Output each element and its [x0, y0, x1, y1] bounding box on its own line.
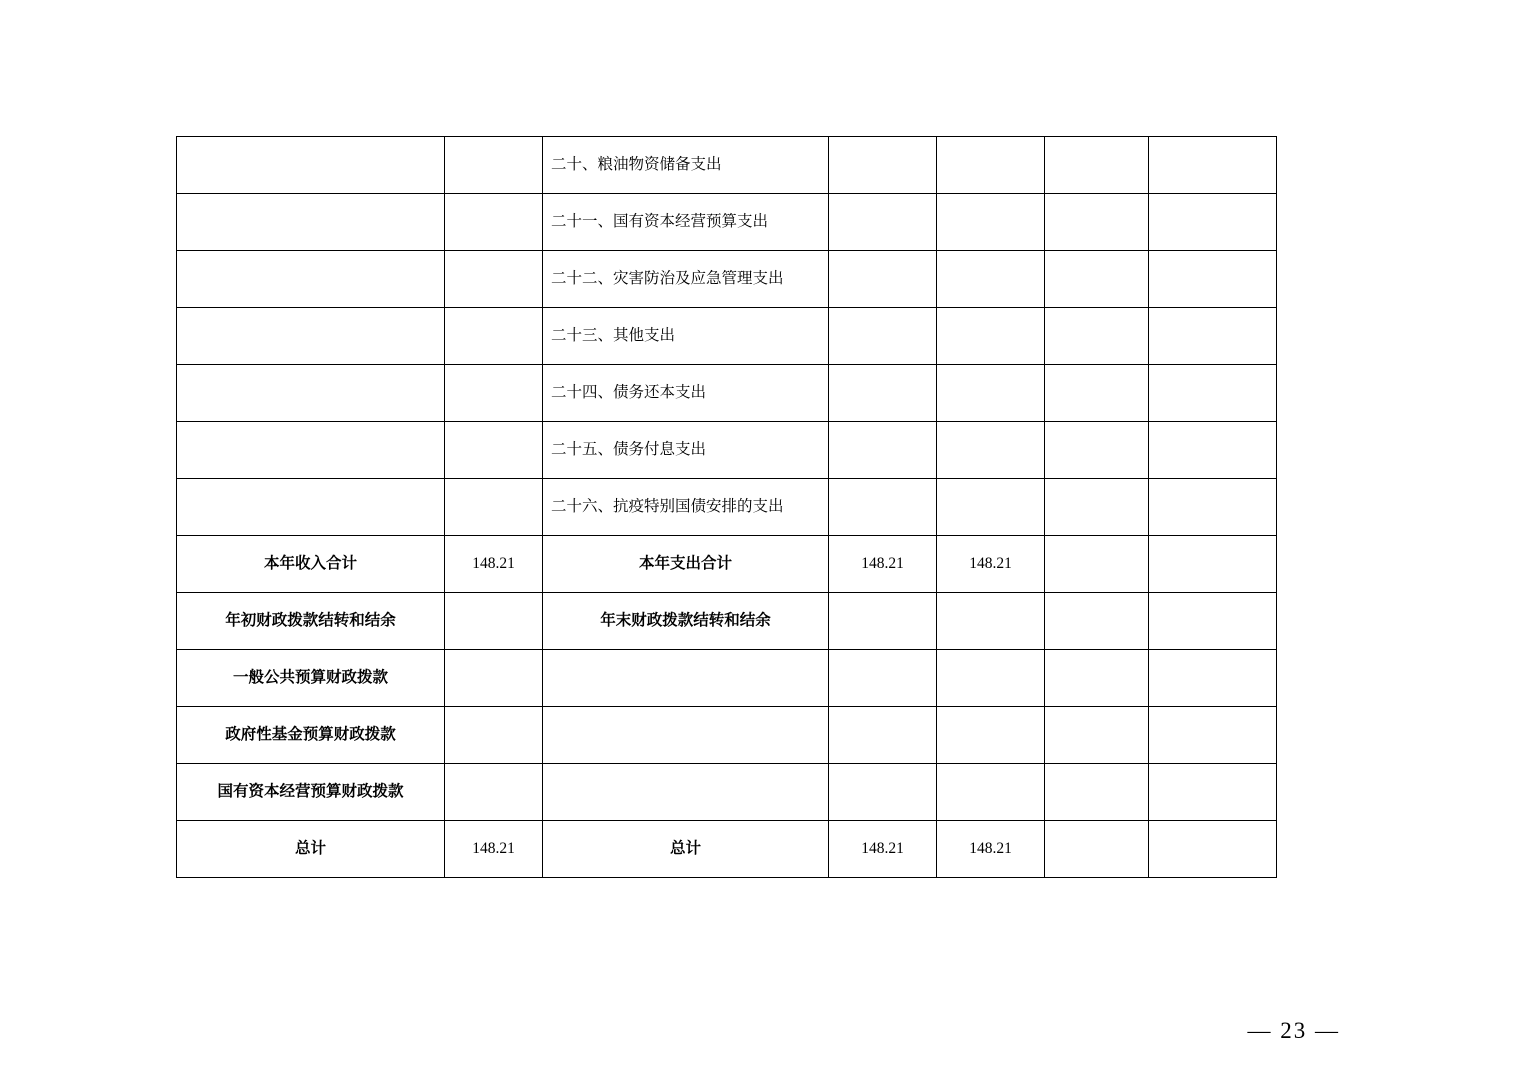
table-row — [177, 536, 1277, 593]
expense-value-cell-2 — [937, 422, 1045, 479]
table-row — [177, 137, 1277, 194]
expense-value-cell-2 — [937, 650, 1045, 707]
table-body — [177, 137, 1277, 878]
income-value-cell: 148.21 — [445, 821, 543, 878]
income-value-cell — [445, 593, 543, 650]
expense-value-cell-2 — [937, 365, 1045, 422]
table-row — [177, 194, 1277, 251]
expense-value-cell-1 — [829, 650, 937, 707]
income-value-cell — [445, 764, 543, 821]
expense-value-cell-2 — [937, 194, 1045, 251]
income-value-cell — [445, 137, 543, 194]
table-row — [177, 764, 1277, 821]
expense-value-cell-4 — [1149, 194, 1277, 251]
expense-value-cell-4 — [1149, 137, 1277, 194]
expense-label-cell: 二十三、其他支出 — [543, 308, 829, 365]
expense-label-cell: 二十、粮油物资储备支出 — [543, 137, 829, 194]
expense-label-cell — [543, 650, 829, 707]
table-row — [177, 365, 1277, 422]
income-label-cell — [177, 194, 445, 251]
expense-value-cell-2 — [937, 764, 1045, 821]
expense-label-cell: 二十四、债务还本支出 — [543, 365, 829, 422]
expense-label-cell: 二十六、抗疫特别国债安排的支出 — [543, 479, 829, 536]
expense-value-cell-3 — [1045, 650, 1149, 707]
expense-value-cell-4 — [1149, 764, 1277, 821]
expense-value-cell-4 — [1149, 536, 1277, 593]
table-row — [177, 650, 1277, 707]
income-label-cell — [177, 251, 445, 308]
expense-value-cell-2 — [937, 308, 1045, 365]
expense-value-cell-4 — [1149, 707, 1277, 764]
expense-value-cell-1 — [829, 308, 937, 365]
income-label-cell — [177, 365, 445, 422]
table-row — [177, 593, 1277, 650]
expense-value-cell-1 — [829, 137, 937, 194]
expense-value-cell-2: 148.21 — [937, 821, 1045, 878]
expense-value-cell-4 — [1149, 650, 1277, 707]
expense-value-cell-4 — [1149, 422, 1277, 479]
income-value-cell — [445, 251, 543, 308]
expense-value-cell-1: 148.21 — [829, 821, 937, 878]
income-label-cell — [177, 422, 445, 479]
expense-value-cell-3 — [1045, 536, 1149, 593]
expense-value-cell-3 — [1045, 308, 1149, 365]
expense-value-cell-4 — [1149, 593, 1277, 650]
income-label-cell — [177, 479, 445, 536]
income-label-cell: 年初财政拨款结转和结余 — [177, 593, 445, 650]
income-value-cell — [445, 650, 543, 707]
expense-value-cell-2: 148.21 — [937, 536, 1045, 593]
expense-label-cell: 二十一、国有资本经营预算支出 — [543, 194, 829, 251]
expense-label-cell: 年末财政拨款结转和结余 — [543, 593, 829, 650]
expense-value-cell-2 — [937, 137, 1045, 194]
expense-value-cell-3 — [1045, 764, 1149, 821]
expense-label-cell: 总计 — [543, 821, 829, 878]
income-label-cell: 总计 — [177, 821, 445, 878]
expense-value-cell-2 — [937, 479, 1045, 536]
table-row — [177, 479, 1277, 536]
expense-value-cell-1 — [829, 422, 937, 479]
income-label-cell — [177, 308, 445, 365]
expense-value-cell-4 — [1149, 251, 1277, 308]
expense-value-cell-1 — [829, 764, 937, 821]
table-row — [177, 821, 1277, 878]
expense-label-cell: 二十五、债务付息支出 — [543, 422, 829, 479]
income-value-cell: 148.21 — [445, 536, 543, 593]
table-row — [177, 422, 1277, 479]
expense-value-cell-1 — [829, 251, 937, 308]
expense-value-cell-1 — [829, 593, 937, 650]
expense-value-cell-4 — [1149, 821, 1277, 878]
income-label-cell: 政府性基金预算财政拨款 — [177, 707, 445, 764]
expense-value-cell-4 — [1149, 365, 1277, 422]
income-value-cell — [445, 479, 543, 536]
expense-value-cell-4 — [1149, 308, 1277, 365]
page-number: — 23 — — [1247, 1018, 1340, 1043]
expense-value-cell-2 — [937, 251, 1045, 308]
expense-value-cell-3 — [1045, 707, 1149, 764]
expense-value-cell-1 — [829, 194, 937, 251]
expense-value-cell-3 — [1045, 593, 1149, 650]
income-value-cell — [445, 194, 543, 251]
expense-value-cell-1 — [829, 479, 937, 536]
expense-value-cell-2 — [937, 593, 1045, 650]
table-row — [177, 707, 1277, 764]
table-row — [177, 308, 1277, 365]
income-label-cell — [177, 137, 445, 194]
expense-label-cell: 本年支出合计 — [543, 536, 829, 593]
expense-value-cell-2 — [937, 707, 1045, 764]
expense-value-cell-3 — [1045, 821, 1149, 878]
expense-value-cell-1 — [829, 707, 937, 764]
expense-value-cell-3 — [1045, 365, 1149, 422]
expense-value-cell-1: 148.21 — [829, 536, 937, 593]
financial-allocation-table — [176, 136, 1277, 878]
income-value-cell — [445, 422, 543, 479]
expense-value-cell-4 — [1149, 479, 1277, 536]
expense-value-cell-3 — [1045, 194, 1149, 251]
expense-value-cell-3 — [1045, 137, 1149, 194]
expense-value-cell-1 — [829, 365, 937, 422]
income-value-cell — [445, 308, 543, 365]
expense-value-cell-3 — [1045, 422, 1149, 479]
income-label-cell: 国有资本经营预算财政拨款 — [177, 764, 445, 821]
expense-label-cell — [543, 764, 829, 821]
expense-label-cell — [543, 707, 829, 764]
table-row — [177, 251, 1277, 308]
income-label-cell: 本年收入合计 — [177, 536, 445, 593]
income-value-cell — [445, 707, 543, 764]
income-label-cell: 一般公共预算财政拨款 — [177, 650, 445, 707]
expense-value-cell-3 — [1045, 251, 1149, 308]
expense-value-cell-3 — [1045, 479, 1149, 536]
expense-label-cell: 二十二、灾害防治及应急管理支出 — [543, 251, 829, 308]
income-value-cell — [445, 365, 543, 422]
